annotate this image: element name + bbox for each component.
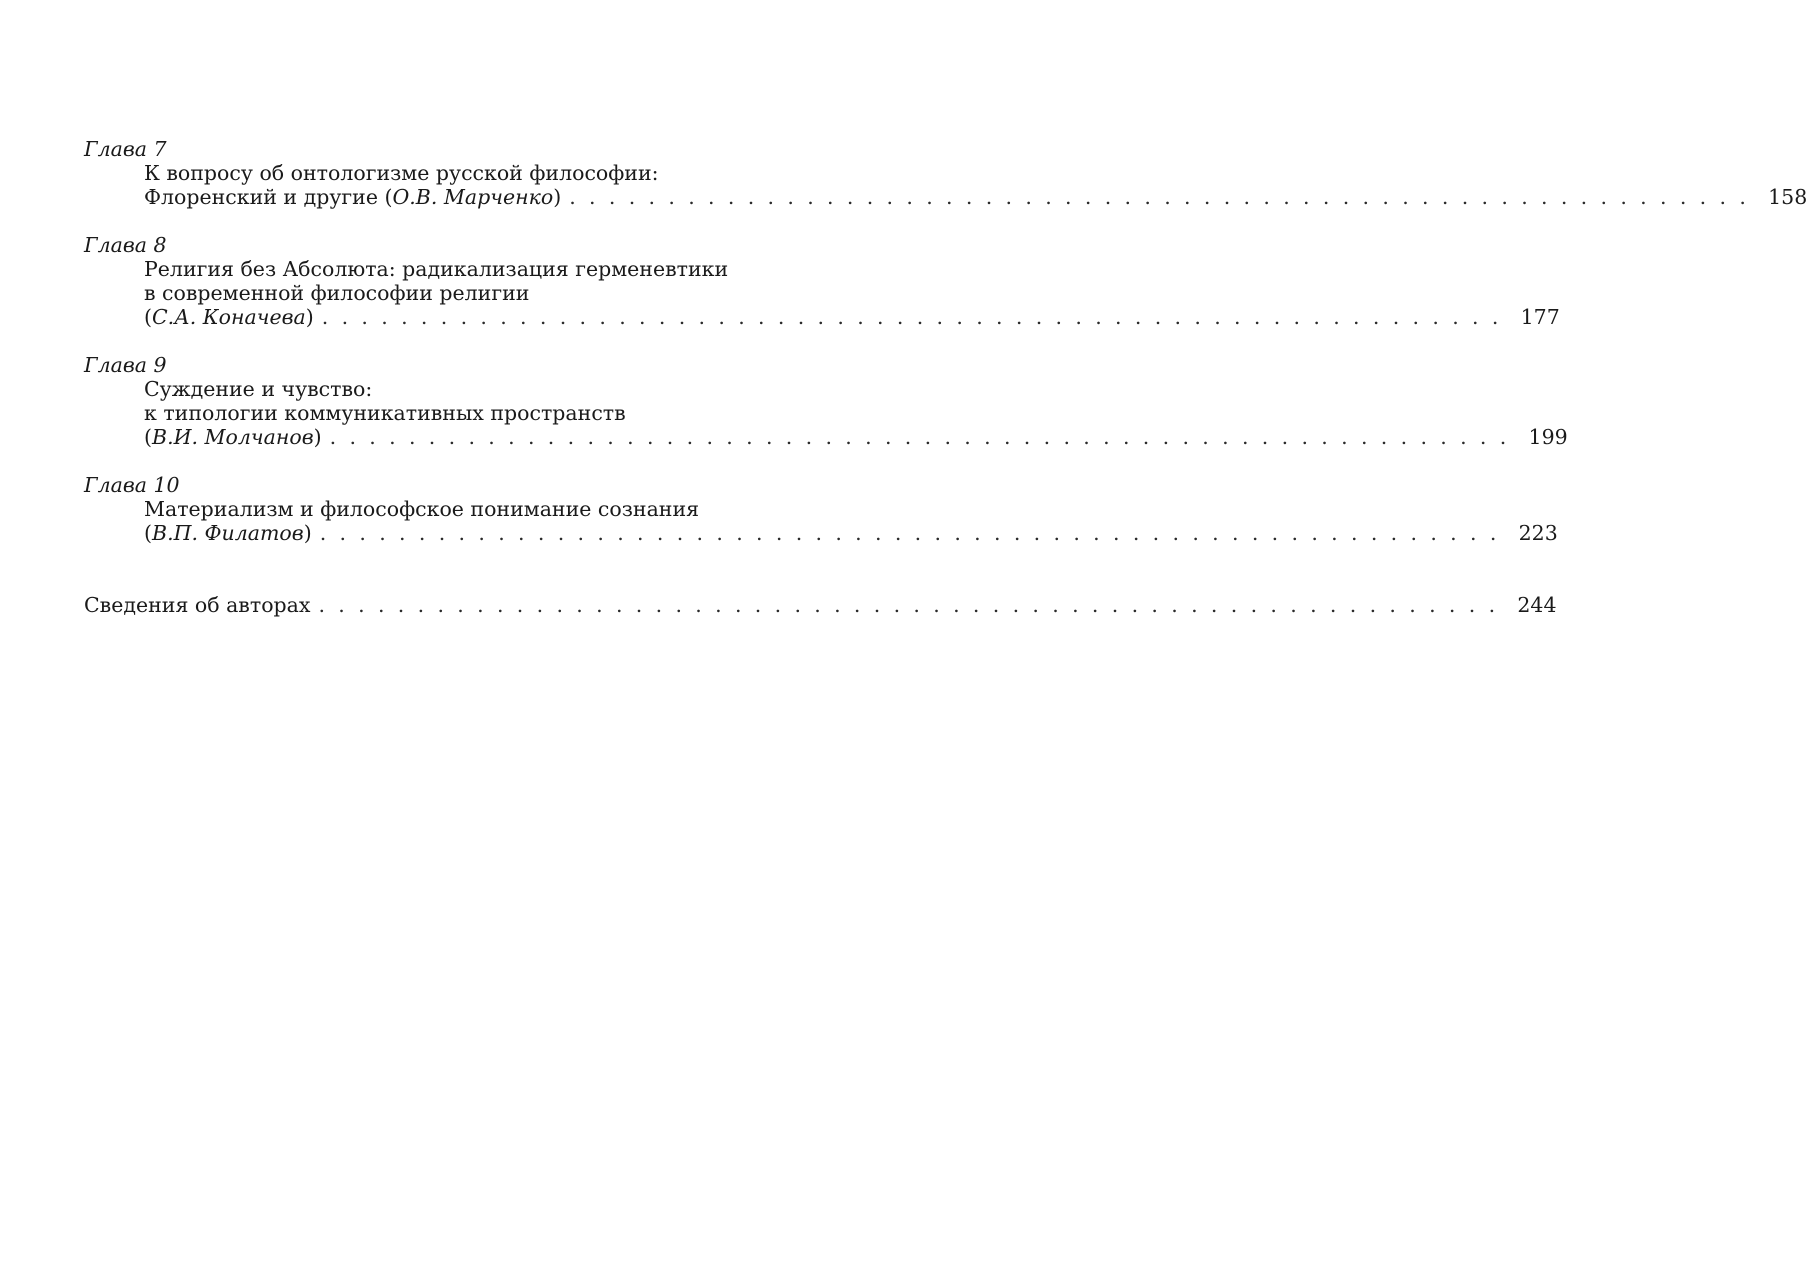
chapter-page-number: 199 [1528,425,1568,449]
open-paren: ( [144,305,152,329]
chapter-title-tail [144,425,322,449]
chapter-entry [84,497,1558,545]
dot-leader: . . . . . . . . . . . . . . . . . . . . . . . . . . . . . . . . . . . . . . . . . . . . . . . . . . . . . . . . . . . . [321,305,1502,329]
chapter-label: Глава 7 [84,137,167,161]
chapter-title-tail [144,185,561,209]
toc-chapter-10[interactable] [84,473,1558,545]
chapter-entry [84,377,1568,449]
chapter-title-line: Религия без Абсолюта: радикализация герменевтики [144,257,729,281]
chapter-leader-line [144,185,1807,209]
toc-chapter-9[interactable] [84,353,1568,449]
chapter-title-line: к типологии коммуникативных пространств [144,401,626,425]
chapter-title-line: Материализм и философское понимание сознания [144,497,700,521]
dot-leader: . . . . . . . . . . . . . . . . . . . . . . . . . . . . . . . . . . . . . . . . . . . . . . . . . . . . . . . . . . . . [569,185,1750,209]
toc-authors-info[interactable] [84,593,1557,617]
chapter-page-number: 223 [1518,521,1558,545]
chapter-label: Глава 10 [84,473,180,497]
chapter-title-line: в современной философии религии [144,281,530,305]
chapter-title-tail [144,305,314,329]
close-paren: ) [553,185,562,209]
chapter-entry [84,257,1560,329]
chapter-title-line: Суждение и чувство: [144,377,373,401]
toc-chapter-7[interactable] [84,137,1807,209]
chapter-title-tail [144,521,312,545]
chapter-title-line: К вопросу об онтологизме русской философии: [144,161,659,185]
close-paren: ) [313,425,322,449]
toc-chapter-8[interactable] [84,233,1560,329]
chapter-leader-line [144,425,1568,449]
chapter-label: Глава 8 [84,233,167,257]
chapter-leader-line [144,521,1558,545]
close-paren: ) [303,521,312,545]
chapter-page-number: 177 [1520,305,1560,329]
dot-leader: . . . . . . . . . . . . . . . . . . . . . . . . . . . . . . . . . . . . . . . . . . . . . . . . . . . . . . . . . . . . [329,425,1510,449]
chapter-leader-line [144,305,1560,329]
chapter-author: В.И. Молчанов [152,425,314,449]
table-of-contents [84,137,1807,617]
appendix-title: Сведения об авторах [84,593,311,617]
open-paren: ( [144,425,152,449]
title-fragment: Флоренский и другие ( [144,185,393,209]
chapter-entry [84,161,1807,209]
dot-leader: . . . . . . . . . . . . . . . . . . . . . . . . . . . . . . . . . . . . . . . . . . . . . . . . . . . . . . . . . . . . [319,521,1500,545]
chapter-author: В.П. Филатов [152,521,304,545]
dot-leader: . . . . . . . . . . . . . . . . . . . . . . . . . . . . . . . . . . . . . . . . . . . . . . . . . . . . . . . . . . . . [318,593,1499,617]
appendix-page-number: 244 [1517,593,1557,617]
chapter-author: О.В. Марченко [392,185,554,209]
chapter-label: Глава 9 [84,353,167,377]
chapter-page-number: 158 [1768,185,1807,209]
close-paren: ) [305,305,314,329]
chapter-author: С.А. Коначева [152,305,306,329]
open-paren: ( [144,521,152,545]
